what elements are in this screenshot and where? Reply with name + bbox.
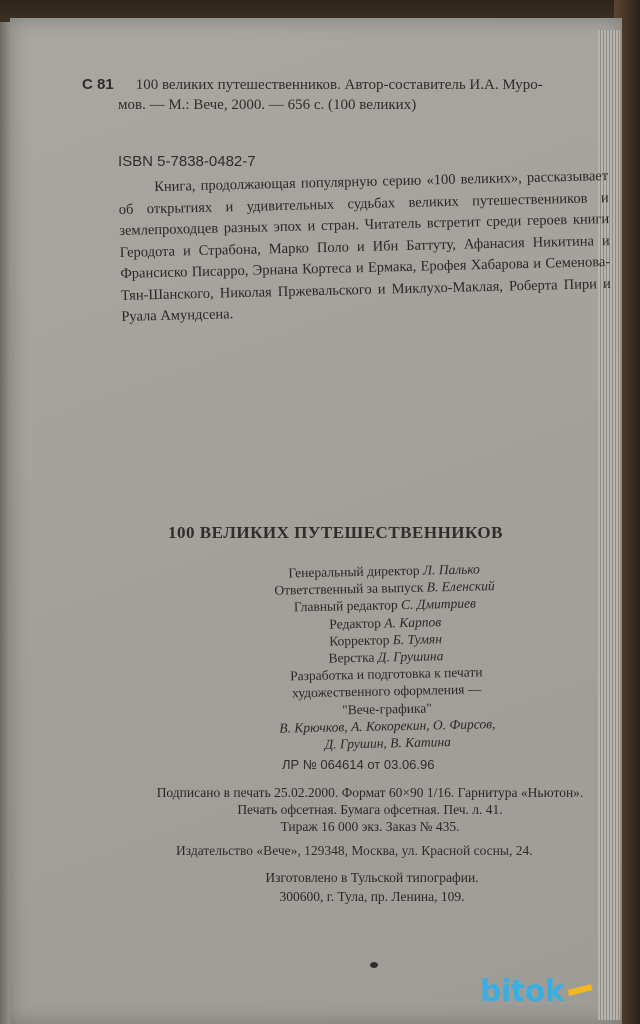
- catalog-code: С 81: [82, 76, 114, 93]
- license-number: ЛР № 064614 от 03.06.96: [282, 757, 435, 772]
- credit-line: Редактор А. Карпов: [329, 613, 442, 632]
- design-line-5: Д. Грушин, В. Катина: [324, 734, 452, 752]
- design-line-4: В. Крючков, А. Кокорекин, О. Фирсов,: [279, 715, 496, 736]
- printing-block: [222, 868, 522, 906]
- bibliographic-line-1: 100 великих путешественников. Автор-составитель И.А. Муро-: [135, 77, 543, 93]
- watermark-arrow-icon: [568, 984, 593, 996]
- design-line-2: художественного оформления —: [291, 681, 482, 701]
- bibliographic-record: [82, 76, 543, 94]
- annotation-paragraph: Книга, продолжающая популярную серию «100 великих», рассказывает об открытиях и удивительных судьбах великих путешественников и землепроходцев разных эпох и стран. Читатель встретит среди героев книги Геродота и Страбона, Марко Поло и Ибн Баттуту, Афанасия Никитина и Франсиско Писарро, Эрнана Кортеса и Ермака, Ерофея Хабарова и Семенова-Тян-Шанского, Николая Пржевальского и Миклухо-Маклая, Роберта Пири и Руала Амундсена.: [118, 168, 611, 325]
- isbn: ISBN 5-7838-0482-7: [118, 153, 256, 170]
- watermark-logo: [480, 974, 592, 1009]
- printer-mark-icon: [370, 962, 378, 968]
- design-line-3: "Вече-графика": [342, 700, 432, 717]
- credit-line: Корректор Б. Тумян: [329, 631, 443, 649]
- publisher-address: Издательство «Вече», 129348, Москва, ул. Красной сосны, 24.: [176, 843, 533, 858]
- credit-line: Генеральный директор Л. Палько: [288, 561, 480, 581]
- credit-line: Ответственный за выпуск В. Еленский: [274, 578, 495, 598]
- credit-line: Главный редактор С. Дмитриев: [293, 595, 476, 615]
- imprint-line-3: Тираж 16 000 экз. Заказ № 435.: [280, 819, 460, 834]
- credits-block: [214, 559, 558, 755]
- design-line-1: Разработка и подготовка к печати: [289, 664, 483, 684]
- imprint-block: [150, 784, 590, 835]
- book-title: 100 ВЕЛИКИХ ПУТЕШЕСТВЕННИКОВ: [168, 523, 503, 542]
- printing-line-1: Изготовлено в Тульской типографии.: [265, 870, 479, 885]
- bibliographic-line-2: мов. — М.: Вече, 2000. — 656 с. (100 великих): [118, 97, 417, 113]
- credit-line: Верстка Д. Грушина: [328, 648, 444, 666]
- imprint-line-1: Подписано в печать 25.02.2000. Формат 60×90 1/16. Гарнитура «Ньютон».: [156, 785, 584, 800]
- imprint-line-2: Печать офсетная. Бумага офсетная. Печ. л. 41.: [237, 802, 503, 817]
- printing-line-2: 300600, г. Тула, пр. Ленина, 109.: [279, 889, 465, 904]
- watermark-text: bitok: [480, 974, 565, 1009]
